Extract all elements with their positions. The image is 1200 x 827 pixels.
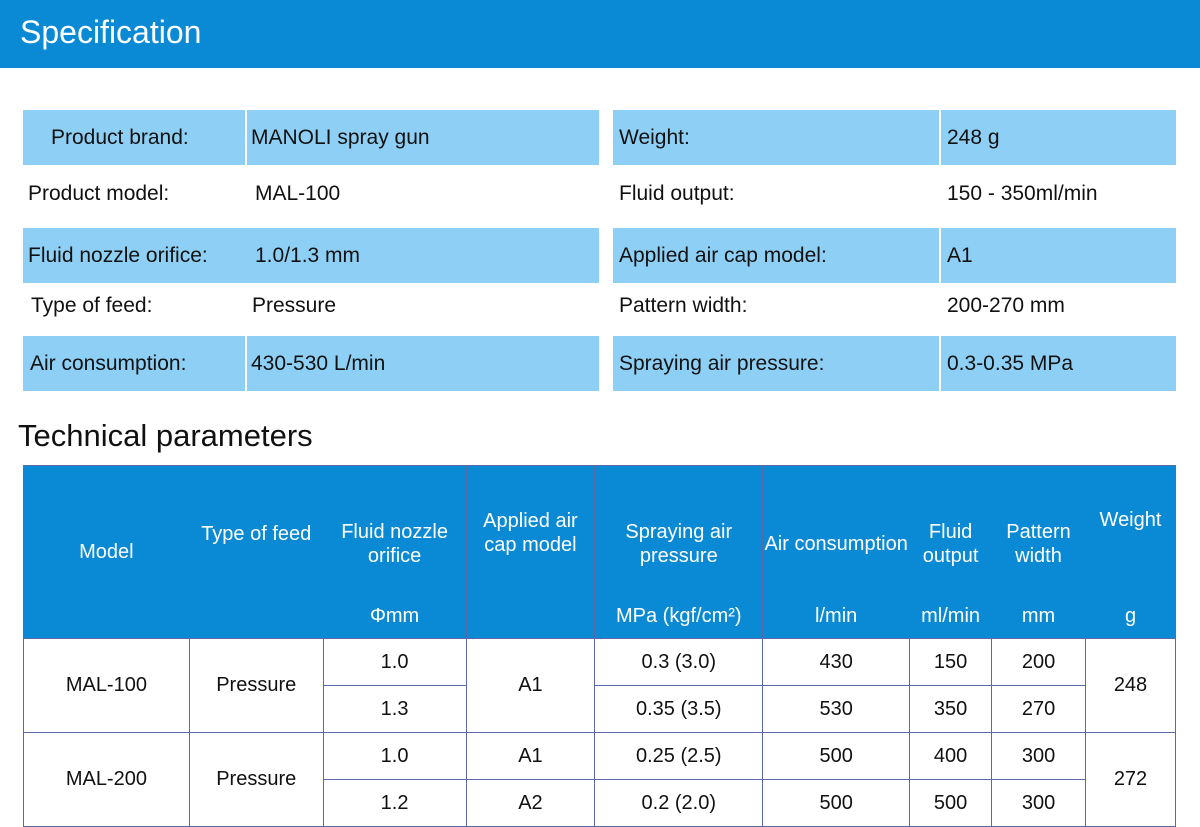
spec-label: Fluid nozzle orifice: [28,244,208,267]
cell-width: 300 [992,780,1086,827]
page-title: Specification [20,14,202,50]
cell-pressure: 0.2 (2.0) [595,780,763,827]
header-aircap: Applied air cap model [466,466,595,639]
unit-pressure: MPa (kgf/cm²) [595,594,763,639]
table-row [24,733,1176,780]
cell-pressure: 0.3 (3.0) [595,639,763,686]
cell-pressure: 0.25 (2.5) [595,733,763,780]
spec-row-weight [613,110,1176,165]
cell-width: 200 [992,639,1086,686]
cell-output: 150 [910,639,992,686]
spec-label: Pattern width: [619,294,748,317]
cell-consumption: 500 [763,780,910,827]
cell-weight: 248 [1086,639,1176,733]
spec-value: 430-530 L/min [251,352,386,375]
spec-value: 0.3-0.35 MPa [947,352,1074,375]
unit-orifice: Φmm [323,594,466,639]
spec-label: Spraying air pressure: [619,352,825,375]
cell-output: 350 [910,686,992,733]
cell-output: 500 [910,780,992,827]
spec-value: A1 [947,244,973,267]
spec-value: 150 - 350ml/min [947,182,1098,205]
spec-row-orifice [23,228,599,283]
cell-orifice: 1.0 [323,639,466,686]
header-feed: Type of feed [189,466,323,639]
cell-orifice: 1.3 [323,686,466,733]
spec-value: 1.0/1.3 mm [255,244,361,267]
spec-label: Fluid output: [619,182,735,205]
header-output: Fluid output [910,466,992,595]
unit-width: mm [992,594,1086,639]
spec-row-output [613,166,1176,221]
header-width: Pattern width [992,466,1086,595]
section-title: Technical parameters [18,418,313,453]
cell-feed: Pressure [189,733,323,827]
spec-row-air [23,336,599,391]
spec-label: Product brand: [51,126,189,149]
cell-aircap: A1 [466,639,595,733]
header-consumption: Air consumption [763,466,910,595]
cell-width: 270 [992,686,1086,733]
cell-aircap: A2 [466,780,595,827]
cell-aircap: A1 [466,733,595,780]
spec-row-feed [23,278,599,333]
spec-label: Weight: [619,126,690,149]
spec-row-aircap [613,228,1176,283]
spec-value: 248 g [947,126,1000,149]
cell-orifice: 1.0 [323,733,466,780]
spec-label: Air consumption: [30,352,187,375]
spec-value: Pressure [252,294,337,317]
header-pressure: Spraying air pressure [595,466,763,595]
cell-orifice: 1.2 [323,780,466,827]
cell-output: 400 [910,733,992,780]
spec-label: Type of feed: [31,294,153,317]
cell-consumption: 530 [763,686,910,733]
cell-consumption: 500 [763,733,910,780]
header-banner [0,0,1200,68]
unit-output: ml/min [910,594,992,639]
spec-row-pattern [613,278,1176,333]
spec-label: Product model: [28,182,170,205]
unit-consumption: l/min [763,594,910,639]
spec-row-brand [23,110,599,165]
table-row [24,639,1176,686]
technical-parameters-table [23,465,1176,827]
spec-value: 200-270 mm [947,294,1065,317]
unit-weight: g [1086,594,1176,639]
cell-consumption: 430 [763,639,910,686]
spec-value: MAL-100 [255,182,341,205]
header-weight: Weight [1086,466,1176,595]
header-orifice: Fluid nozzle orifice [323,466,466,595]
spec-value: MANOLI spray gun [251,126,430,149]
cell-model: MAL-100 [24,639,190,733]
header-model: Model [24,466,190,639]
cell-weight: 272 [1086,733,1176,827]
spec-row-pressure [613,336,1176,391]
cell-model: MAL-200 [24,733,190,827]
spec-row-model [23,166,599,221]
cell-feed: Pressure [189,639,323,733]
spec-label: Applied air cap model: [619,244,827,267]
cell-width: 300 [992,733,1086,780]
cell-pressure: 0.35 (3.5) [595,686,763,733]
